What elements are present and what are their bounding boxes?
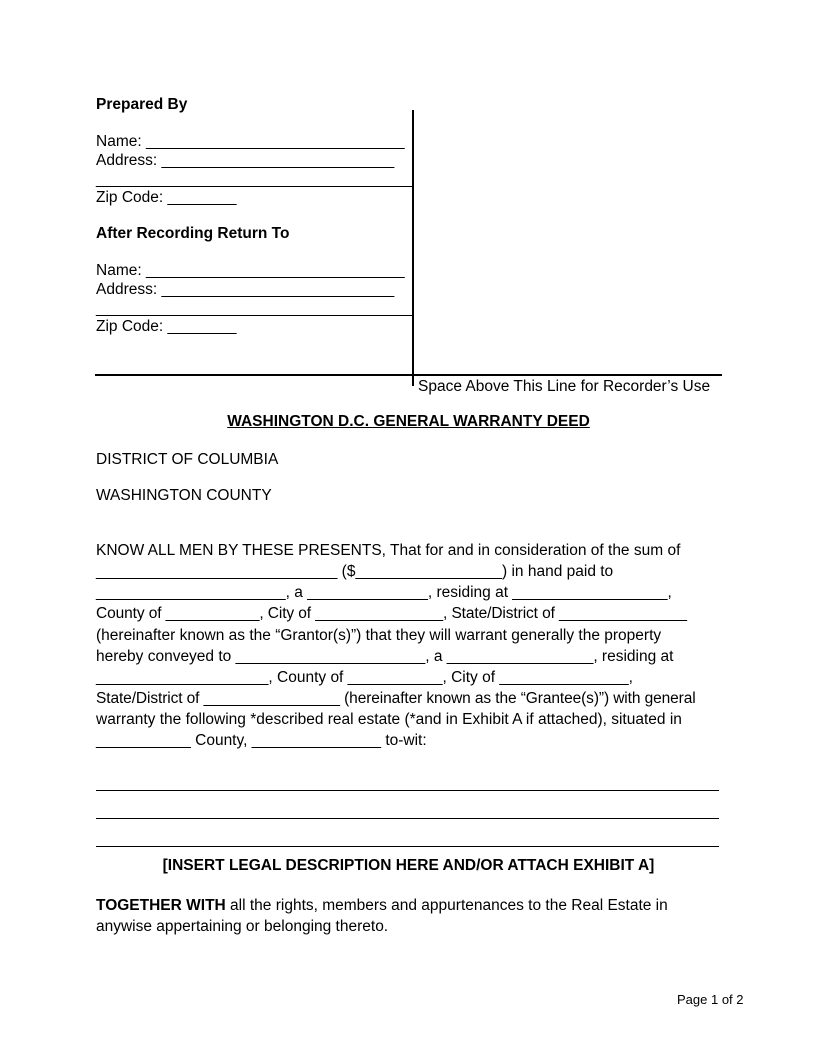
body-line-3[interactable]: ______________________, a ______________, residing at __________________, bbox=[96, 584, 672, 601]
legal-description-line-2[interactable] bbox=[96, 818, 719, 819]
body-line-7[interactable]: ____________________, County of ___________, City of _______________, bbox=[96, 669, 633, 686]
page-number: Page 1 of 2 bbox=[677, 992, 744, 1007]
body-line-9: warranty the following *described real estate (*and in Exhibit A if attached), situated in bbox=[96, 711, 682, 728]
body-line-1: KNOW ALL MEN BY THESE PRESENTS, That for and in consideration of the sum of bbox=[96, 542, 681, 559]
return-to-zip-field[interactable]: Zip Code: ________ bbox=[96, 318, 237, 335]
prepared-by-address-field[interactable]: Address: ___________________________ bbox=[96, 152, 395, 169]
legal-description-line-1[interactable] bbox=[96, 790, 719, 791]
return-to-heading: After Recording Return To bbox=[96, 225, 290, 242]
body-line-8[interactable]: State/District of ________________ (hereinafter known as the “Grantee(s)”) with general bbox=[96, 690, 696, 707]
recorder-box-vertical-rule bbox=[412, 110, 414, 386]
prepared-by-name-field[interactable]: Name: ______________________________ bbox=[96, 133, 405, 150]
district-label: DISTRICT OF COLUMBIA bbox=[96, 451, 279, 468]
body-line-6[interactable]: hereby conveyed to ______________________, a _________________, residing at bbox=[96, 648, 674, 665]
prepared-by-heading: Prepared By bbox=[96, 96, 188, 113]
return-to-name-field[interactable]: Name: ______________________________ bbox=[96, 262, 405, 279]
body-line-5: (hereinafter known as the “Grantor(s)”) that they will warrant generally the property bbox=[96, 627, 662, 644]
prepared-by-zip-field[interactable]: Zip Code: ________ bbox=[96, 189, 237, 206]
legal-description-line-3[interactable] bbox=[96, 846, 719, 847]
together-with-bold: TOGETHER WITH bbox=[96, 897, 226, 914]
document-title: WASHINGTON D.C. GENERAL WARRANTY DEED bbox=[227, 413, 590, 430]
together-with-text: all the rights, members and appurtenances to the Real Estate in bbox=[225, 897, 668, 914]
county-label: WASHINGTON COUNTY bbox=[96, 487, 272, 504]
body-line-2[interactable]: ____________________________ ($_________________) in hand paid to bbox=[96, 563, 614, 580]
together-with-line-2: anywise appertaining or belonging thereto. bbox=[96, 918, 389, 935]
together-with-line-1 bbox=[96, 895, 668, 916]
return-to-address-field[interactable]: Address: ___________________________ bbox=[96, 281, 395, 298]
return-to-address-line2[interactable]: ______________________________________ bbox=[96, 300, 413, 317]
body-line-4[interactable]: County of ___________, City of _______________, State/District of _______________ bbox=[96, 605, 687, 622]
body-line-10[interactable]: ___________ County, _______________ to-wit: bbox=[96, 732, 427, 749]
recorder-note: Space Above This Line for Recorder’s Use bbox=[418, 378, 711, 395]
legal-description-placeholder: [INSERT LEGAL DESCRIPTION HERE AND/OR ATTACH EXHIBIT A] bbox=[162, 857, 655, 874]
prepared-by-address-line2[interactable]: ______________________________________ bbox=[96, 171, 413, 188]
